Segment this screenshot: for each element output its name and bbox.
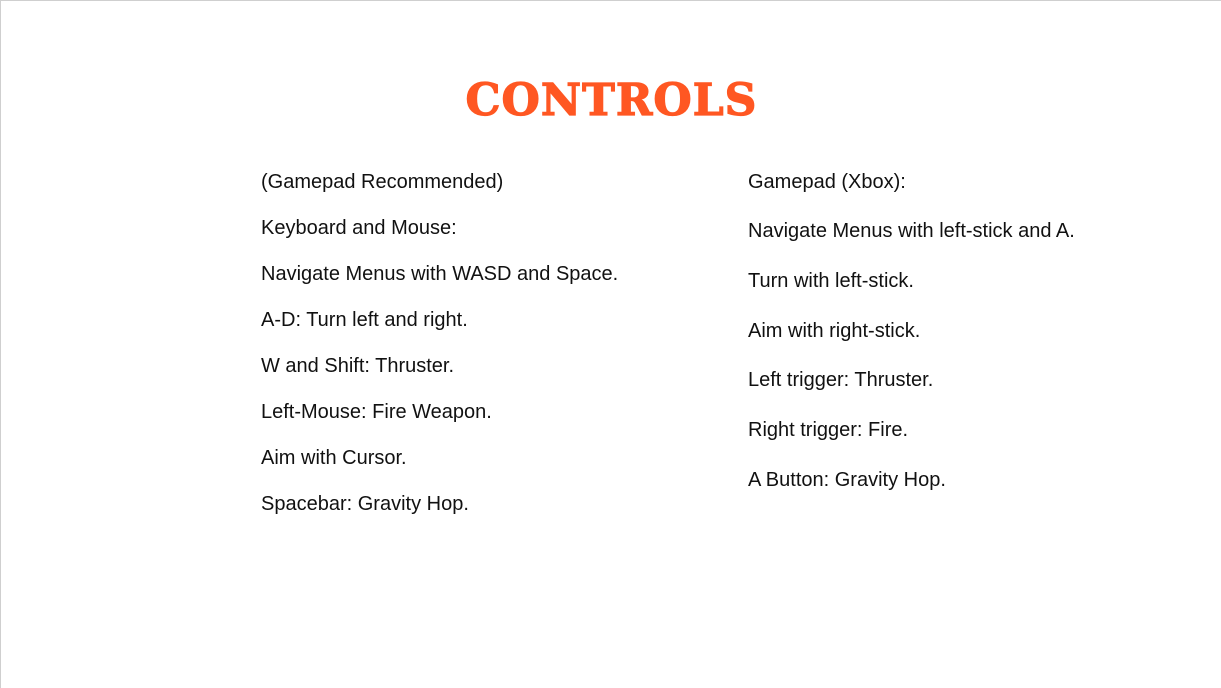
control-line: Navigate Menus with WASD and Space. <box>261 263 619 285</box>
gamepad-recommended-note: (Gamepad Recommended) <box>261 171 504 193</box>
control-line: Spacebar: Gravity Hop. <box>261 493 469 515</box>
gamepad-heading: Gamepad (Xbox): <box>748 171 906 193</box>
page-title: CONTROLS <box>465 75 758 126</box>
control-line: Left trigger: Thruster. <box>748 369 934 392</box>
control-line: Turn with left-stick. <box>748 269 914 292</box>
control-line: Aim with right-stick. <box>748 319 921 342</box>
keyboard-controls-column <box>261 170 701 538</box>
control-line: W and Shift: Thruster. <box>261 355 455 377</box>
control-line: A-D: Turn left and right. <box>261 309 468 331</box>
control-line: Right trigger: Fire. <box>748 419 909 442</box>
control-line: Left-Mouse: Fire Weapon. <box>261 401 492 423</box>
keyboard-mouse-heading: Keyboard and Mouse: <box>261 217 457 239</box>
control-line: Navigate Menus with left-stick and A. <box>748 220 1075 242</box>
control-line: Aim with Cursor. <box>261 447 407 469</box>
gamepad-controls-column <box>748 170 1188 518</box>
control-line: A Button: Gravity Hop. <box>748 468 946 491</box>
